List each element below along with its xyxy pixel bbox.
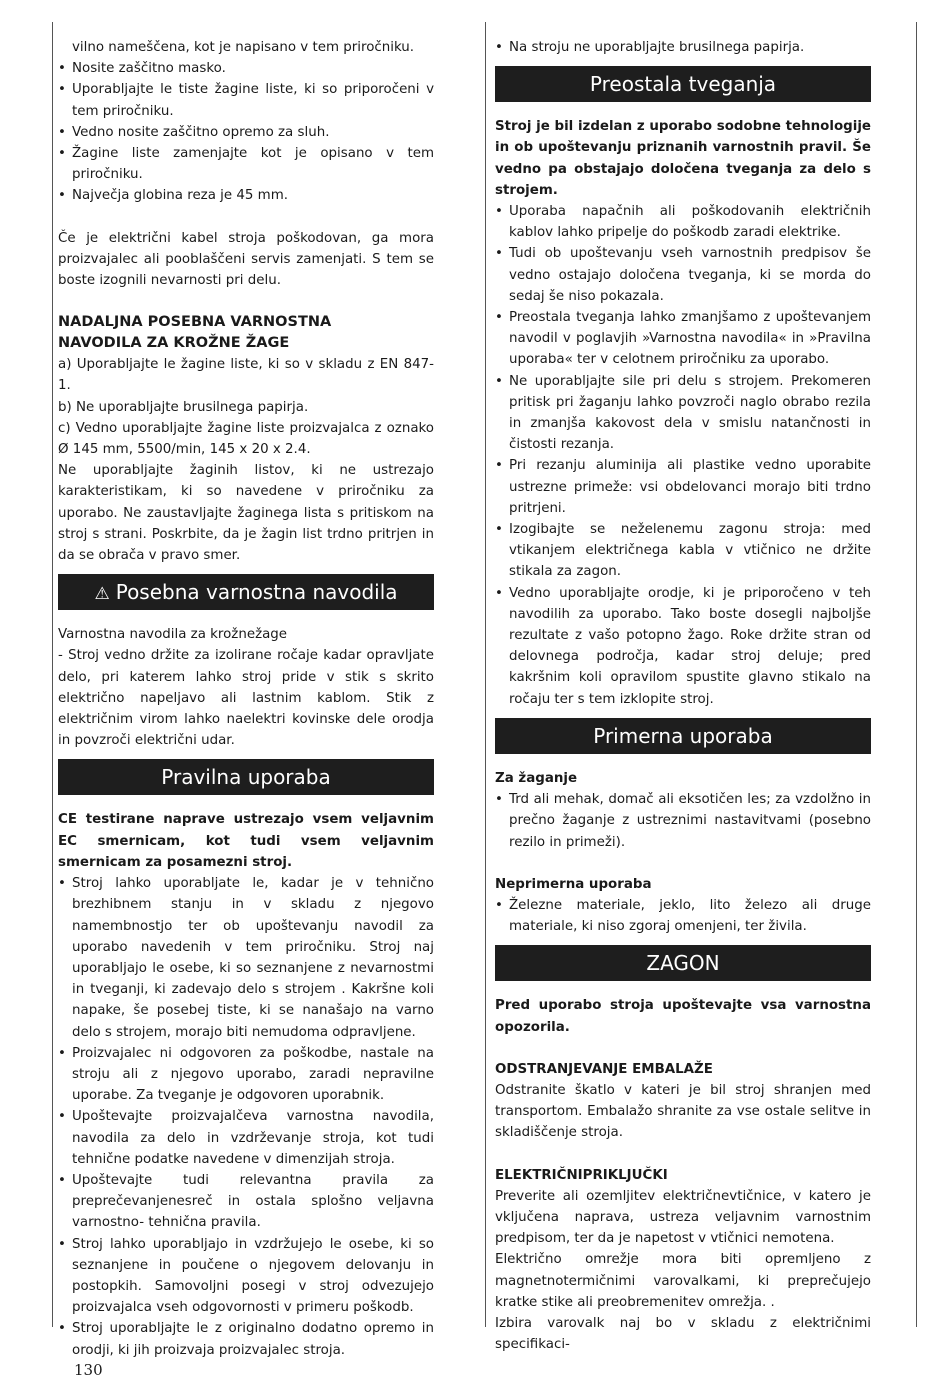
list-item: • Tudi ob upoštevanju vseh varnostnih predpisov še vedno ostajajo določena tveganja, ki se morda do sedaj še niso pokazala. (495, 243, 871, 307)
list-item: • Upoštevajte tudi relevantna pravila za preprečevanjenesreč in ostala splošno veljavna varnostno- tehnična pravila. (58, 1170, 434, 1234)
improper-use-list (495, 895, 871, 937)
list-item: • Uporaba napačnih ali poškodovanih električnih kablov lahko pripelje do poškodb zaradi elektrike. (495, 201, 871, 243)
improper-use-label: Neprimerna uporaba (495, 876, 652, 892)
residual-risks-list (495, 201, 871, 710)
list-item: • Izogibajte se neželenemu zagonu stroja: med vtikanjem električnega kabla v vtičnico ne držite stikala za zagon. (495, 519, 871, 583)
packaging-paragraph: Odstranite škatlo v kateri je bil stroj shranjen med transportom. Embalažo shranite za vse ostale selitve in skladiščenje stroja. (495, 1082, 871, 1141)
list-item: • Pri rezanju aluminija ali plastike vedno uporabite ustrezne primeže: vsi obdelovanci morajo biti trdno pritrjeni. (495, 455, 871, 519)
list-item: • Proizvajalec ni odgovoren za poškodbe, nastale na stroju ali z njegovo uporabo, zaradi nepravilne uporabe. Za tveganje je odgovoren uporabnik. (58, 1043, 434, 1107)
left-column (58, 37, 434, 1361)
list-item: • Največja globina reza je 45 mm. (58, 185, 434, 206)
list-item: • Stroj uporabljajte le z originalno dodatno opremo in orodji, ki jih proizvaja proizvajalec stroja. (58, 1318, 434, 1360)
warning-icon: ⚠ (94, 584, 110, 605)
list-item: • Vedno uporabljajte orodje, ki je priporočeno v teh navodilih za uporabo. Tako boste dosegli najboljše rezultate z vašo potopno žago. Roke držite stran od delovnega področja, kadar stroj deluje; pred kakršnim koli opravilom spustite glavno stikalo na ročaju ter s tem izklopite stroj. (495, 583, 871, 710)
proper-use-heading: Pravilna uporaba (58, 759, 434, 795)
list-item: • Ne uporabljajte sile pri delu s strojem. Prekomeren pritisk pri žaganju lahko povzroči naglo obrabo rezila in zmanjša kakovost dela v smislu natančnosti in čistosti rezanja. (495, 371, 871, 456)
electrical-paragraph: Električno omrežje mora biti opremljeno z magnetnotermičnimi varovalkami, ki preprečujejo kratke stike ali preobremenitev omrežja. . (495, 1252, 871, 1310)
column-rule-middle (485, 22, 486, 1327)
intro-list (58, 37, 434, 207)
top-list (495, 37, 871, 58)
circular-saw-heading-line2: NAVODILA ZA KROŽNE ŽAGE (58, 335, 290, 352)
list-item: • Žagine liste zamenjajte kot je opisano v tem priročniku. (58, 143, 434, 185)
column-rule-right (916, 22, 917, 1327)
circular-saw-heading-line1: NADALJNA POSEBNA VARNOSTNA (58, 314, 332, 331)
intended-use-heading: Primerna uporaba (495, 718, 871, 754)
list-item: • Uporabljajte le tiste žagine liste, ki so priporočeni v tem priročniku. (58, 79, 434, 121)
circular-saw-line: c) Vedno uporabljajte žagine liste proizvajalca z oznako Ø 145 mm, 5500/min, 145 x 20 x 2.4. (58, 420, 434, 458)
electrical-heading: ELEKTRIČNIPRIKLJUČKI (495, 1167, 668, 1183)
residual-risks-intro: Stroj je bil izdelan z uporabo sodobne tehnologije in ob upoštevanju priznanih varnostnih pravil. Še vedno pa obstajajo določena tveganja za delo s strojem. (495, 119, 871, 198)
column-rule-left (52, 22, 53, 1327)
circular-saw-line: b) Ne uporabljajte brusilnega papirja. (58, 399, 309, 415)
list-item: • Stroj lahko uporabljajo in vzdržujejo le osebe, ki so seznanjene in poučene o njegovem delovanju in postopkih. Samovoljni posegi v stroj odvezujejo proizvajalca vseh odgovornosti v primeru poškodb. (58, 1234, 434, 1319)
list-item: • Stroj lahko uporabljate le, kadar je v tehnično brezhibnem stanju in v skladu z njegovo namembnostjo ter ob upoštevanju navodil za uporabo navedenih v tem priročniku. Stroj naj uporabljajo le osebe, ki so seznanjene z nevarnostmi in tveganji, ki zadevajo delo s strojem . Kakršne koli napake, še posebej tiste, ki se nanašajo na varno delo s strojem, morajo biti nemudoma odpravljene. (58, 873, 434, 1043)
list-item: vilno nameščena, kot je napisano v tem priročniku. (72, 40, 415, 55)
cable-paragraph: Če je električni kabel stroja poškodovan, ga mora proizvajalec ali pooblaščeni servis zamenjati. S tem se boste izognili nevarnosti pri delu. (58, 230, 434, 289)
circular-saw-line: Ne uporabljajte žaginih listov, ki ne ustrezajo karakteristikam, ki so navedene v priročniku za uporabo. Ne zaustavljajte žaginega lista s pritiskom na stroj s strani. Poskrbite, da je žagin list trdno pritrjen in da se obrača v pravo smer. (58, 463, 434, 564)
right-column (495, 37, 871, 1355)
page-number: 130 (74, 1361, 103, 1379)
list-item: • Železne materiale, jeklo, lito železo ali druge materiale, ki niso zgoraj omenjeni, ter živila. (495, 895, 871, 937)
sawing-label: Za žaganje (495, 770, 578, 786)
electrical-paragraph: Preverite ali ozemljitev električnevtičnice, v katero je vključena naprava, ustreza veljavnim varnostnim predpisom, ter da je napetost v vtičnici nemotena. (495, 1188, 871, 1247)
startup-intro: Pred uporabo stroja upoštevajte vsa varnostna opozorila. (495, 998, 871, 1035)
proper-use-intro: CE testirane naprave ustrezajo vsem veljavnim EC smernicam, kot tudi vsem veljavnim smernicam za posamezni stroj. (58, 812, 434, 870)
special-safety-subtitle: Varnostna navodila za krožnežage (58, 627, 288, 643)
list-item: • Trd ali mehak, domač ali eksotičen les; za vzdolžno in prečno žaganje z ustreznimi nastavitvami (posebno rezilo in primeži). (495, 789, 871, 853)
list-item: • Vedno nosite zaščitno opremo za sluh. (58, 122, 434, 143)
residual-risks-heading: Preostala tveganja (495, 66, 871, 102)
list-item: • Nosite zaščitno masko. (58, 58, 434, 79)
list-item: • Na stroju ne uporabljajte brusilnega papirja. (495, 37, 871, 58)
electrical-paragraph: Izbira varovalk naj bo v skladu z električnimi specifikaci- (495, 1315, 871, 1353)
sawing-list (495, 789, 871, 853)
special-safety-heading-text: Posebna varnostna navodila (115, 580, 398, 605)
startup-heading: ZAGON (495, 945, 871, 981)
circular-saw-line: a) Uporabljajte le žagine liste, ki so v skladu z EN 847-1. (58, 357, 434, 394)
proper-use-list (58, 873, 434, 1361)
special-safety-heading (58, 574, 434, 610)
packaging-heading: ODSTRANJEVANJE EMBALAŽE (495, 1061, 713, 1077)
list-item: • Upoštevajte proizvajalčeva varnostna navodila, navodila za delo in vzdrževanje stroja, kot tudi tehnične podatke navedene v dimenzijah stroja. (58, 1106, 434, 1170)
list-item: • Preostala tveganja lahko zmanjšamo z upoštevanjem navodil v poglavjih »Varnostna navodila« in »Pravilna uporaba« ter v celotnem priročniku za uporabo. (495, 307, 871, 371)
special-safety-paragraph: - Stroj vedno držite za izolirane ročaje kadar opravljate delo, pri katerem lahko stroj pride v stik s skrito električno napeljavo ali lastnim kablom. Stik z električnim virom lahko naelektri kovinske dele orodja in povzroči električni udar. (58, 648, 434, 749)
